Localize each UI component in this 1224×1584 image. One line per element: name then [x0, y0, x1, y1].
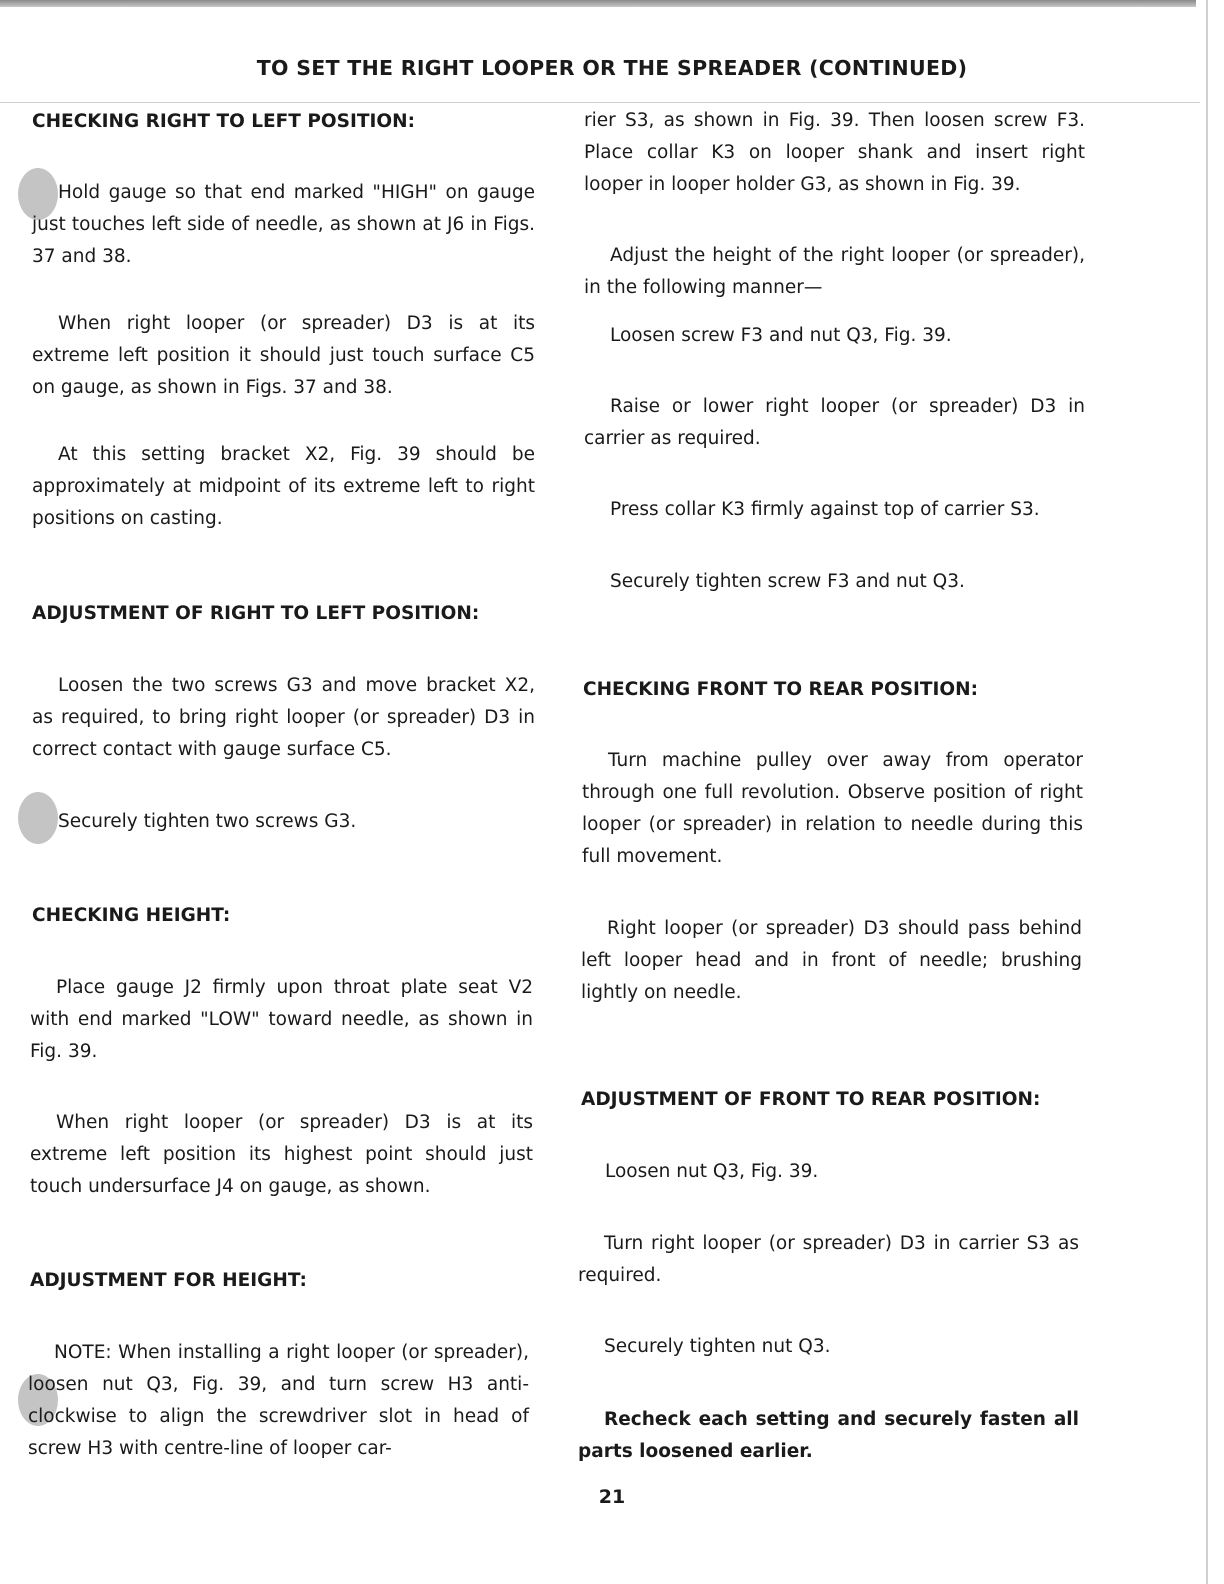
- paragraph: When right looper (or spreader) D3 is at its extreme left position it should just touch surface C5 on gauge, as shown in Figs. 37 and 38.: [32, 313, 535, 398]
- heading-checking-front-to-rear: CHECKING FRONT TO REAR POSITION:: [583, 679, 979, 700]
- paragraph: Securely tighten two screws G3.: [58, 811, 357, 832]
- heading-adjustment-right-to-left: ADJUSTMENT OF RIGHT TO LEFT POSITION:: [32, 603, 480, 624]
- heading-adjustment-front-to-rear: ADJUSTMENT OF FRONT TO REAR POSITION:: [581, 1089, 1041, 1110]
- heading-adjustment-height: ADJUSTMENT FOR HEIGHT:: [30, 1270, 307, 1291]
- paragraph: Place gauge J2 firmly upon throat plate seat V2 with end marked "LOW" toward needle, as shown in Fig. 39.: [30, 977, 533, 1062]
- page-title: TO SET THE RIGHT LOOPER OR THE SPREADER (CONTINUED): [256, 56, 968, 80]
- paragraph: Turn right looper (or spreader) D3 in carrier S3 as required.: [578, 1233, 1079, 1286]
- paragraph: Raise or lower right looper (or spreader) D3 in carrier as required.: [584, 396, 1085, 449]
- heading-checking-right-to-left: CHECKING RIGHT TO LEFT POSITION:: [32, 111, 415, 132]
- paragraph: Loosen the two screws G3 and move bracket X2, as required, to bring right looper (or spreader) D3 in correct contact with gauge surface C5.: [32, 675, 535, 760]
- paragraph: Loosen screw F3 and nut Q3, Fig. 39.: [610, 325, 952, 346]
- paragraph: At this setting bracket X2, Fig. 39 should be approximately at midpoint of its extreme left to right positions on casting.: [32, 444, 535, 529]
- scan-right-edge: [1206, 0, 1208, 1584]
- paragraph: When right looper (or spreader) D3 is at its extreme left position its highest point should just touch undersurface J4 on gauge, as shown.: [30, 1112, 533, 1197]
- scan-top-edge: [0, 0, 1196, 7]
- recheck-paragraph: Recheck each setting and securely fasten all parts loosened earlier.: [578, 1409, 1079, 1462]
- paragraph: rier S3, as shown in Fig. 39. Then loosen screw F3. Place collar K3 on looper shank and insert right looper in looper holder G3, as shown in Fig. 39.: [584, 110, 1085, 195]
- paragraph: Securely tighten nut Q3.: [604, 1336, 831, 1357]
- paragraph: Turn machine pulley over away from operator through one full revolution. Observe position of right looper (or spreader) in relation to needle during this full movement.: [582, 750, 1083, 867]
- note-paragraph: NOTE: When installing a right looper (or spreader), loosen nut Q3, Fig. 39, and turn screw H3 anti-clockwise to align the screwdriver slot in head of screw H3 with centre-line of looper car-: [28, 1342, 529, 1459]
- title-rule: [0, 102, 1200, 103]
- heading-checking-height: CHECKING HEIGHT:: [32, 905, 231, 926]
- paragraph: Hold gauge so that end marked "HIGH" on gauge just touches left side of needle, as shown at J6 in Figs. 37 and 38.: [32, 182, 535, 267]
- page-number: 21: [598, 1486, 626, 1508]
- paragraph: Loosen nut Q3, Fig. 39.: [605, 1161, 819, 1182]
- paragraph: Securely tighten screw F3 and nut Q3.: [610, 571, 965, 592]
- paragraph: Right looper (or spreader) D3 should pass behind left looper head and in front of needle; brushing lightly on needle.: [581, 918, 1082, 1003]
- paragraph: Adjust the height of the right looper (or spreader), in the following manner—: [584, 245, 1085, 298]
- paragraph: Press collar K3 firmly against top of carrier S3.: [610, 499, 1040, 520]
